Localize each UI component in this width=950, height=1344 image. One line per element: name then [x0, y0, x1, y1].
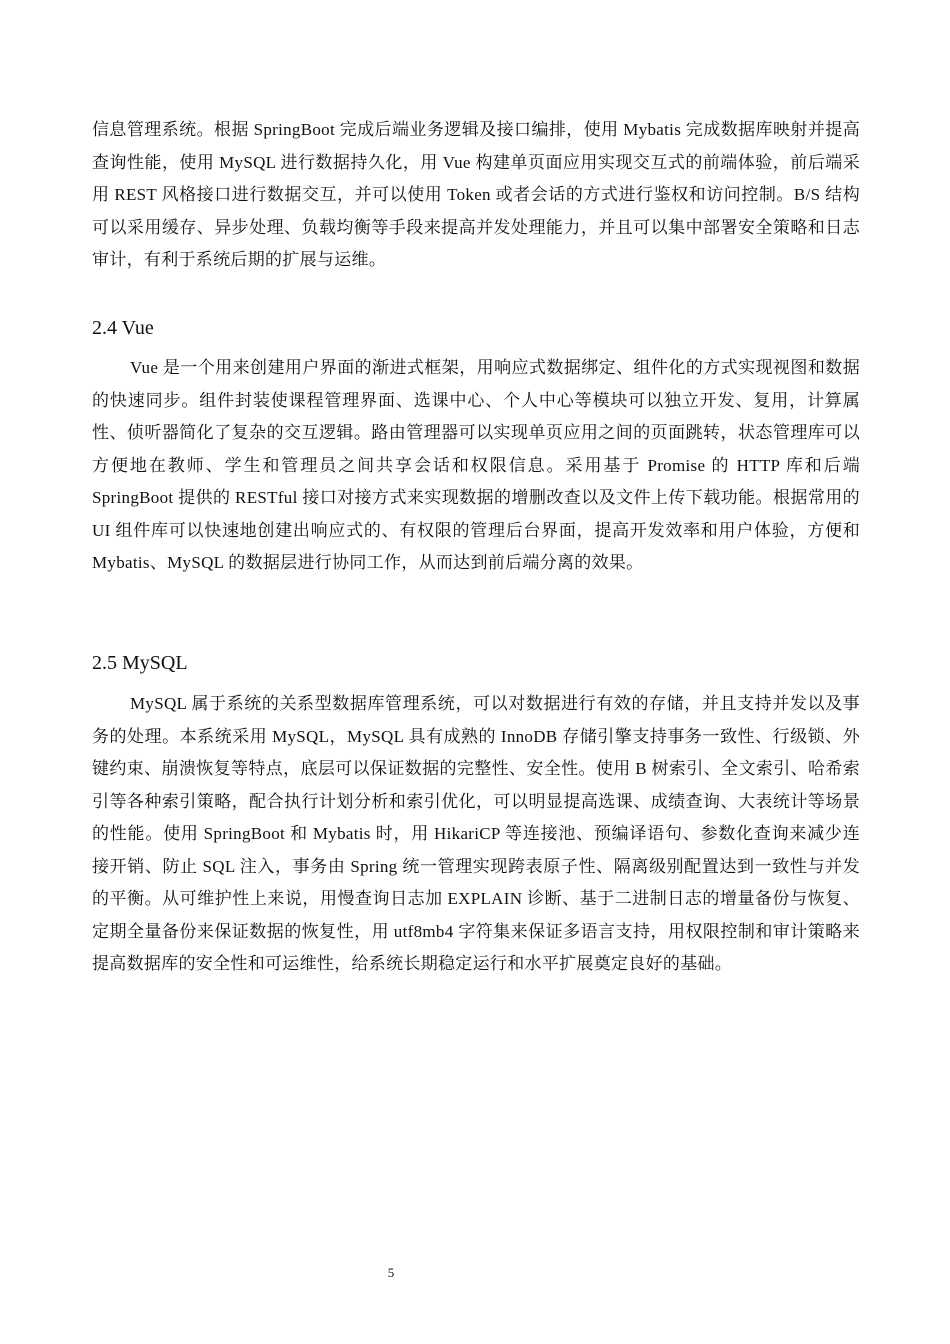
section-heading-vue: 2.4 Vue	[92, 317, 154, 339]
vue-paragraph: Vue 是一个用来创建用户界面的渐进式框架，用响应式数据绑定、组件化的方式实现视图和数据的快速同步。组件封装使课程管理界面、选课中心、个人中心等模块可以独立开发、复用，计算属性、侦听器简化了复杂的交互逻辑。路由管理器可以实现单页应用之间的页面跳转，状态管理库可以方便地在教师、学生和管理员之间共享会话和权限信息。采用基于 Promise 的 HTTP 库和后端 SpringBoot 提供的 RESTful 接口对接方式来实现数据的增删改查以及文件上传下载功能。根据常用的 UI 组件库可以快速地创建出响应式的、有权限的管理后台界面，提高开发效率和用户体验，方便和 Mybatis、MySQL 的数据层进行协同工作，从而达到前后端分离的效果。	[92, 358, 860, 572]
intro-paragraph: 信息管理系统。根据 SpringBoot 完成后端业务逻辑及接口编排，使用 Mybatis 完成数据库映射并提高查询性能，使用 MySQL 进行数据持久化，用 Vue 构建单页面应用实现交互式的前端体验，前后端采用 REST 风格接口进行数据交互，并可以使用 Token 或者会话的方式进行鉴权和访问控制。B/S 结构可以采用缓存、异步处理、负载均衡等手段来提高并发处理能力，并且可以集中部署安全策略和日志审计，有利于系统后期的扩展与运维。	[92, 120, 860, 269]
mysql-paragraph: MySQL 属于系统的关系型数据库管理系统，可以对数据进行有效的存储，并且支持并发以及事务的处理。本系统采用 MySQL，MySQL 具有成熟的 InnoDB 存储引擎支持事务一致性、行级锁、外键约束、崩溃恢复等特点，底层可以保证数据的完整性、安全性。使用 B 树索引、全文索引、哈希索引等各种索引策略，配合执行计划分析和索引优化，可以明显提高选课、成绩查询、大表统计等场景的性能。使用 SpringBoot 和 Mybatis 时，用 HikariCP 等连接池、预编译语句、参数化查询来减少连接开销、防止 SQL 注入，事务由 Spring 统一管理实现跨表原子性、隔离级别配置达到一致性与并发的平衡。从可维护性上来说，用慢查询日志加 EXPLAIN 诊断、基于二进制日志的增量备份与恢复、定期全量备份来保证数据的恢复性，用 utf8mb4 字符集来保证多语言支持，用权限控制和审计策略来提高数据库的安全性和可运维性，给系统长期稳定运行和水平扩展奠定良好的基础。	[92, 694, 860, 973]
section-heading-mysql: 2.5 MySQL	[92, 652, 188, 674]
page-number: 5	[387, 1265, 395, 1280]
